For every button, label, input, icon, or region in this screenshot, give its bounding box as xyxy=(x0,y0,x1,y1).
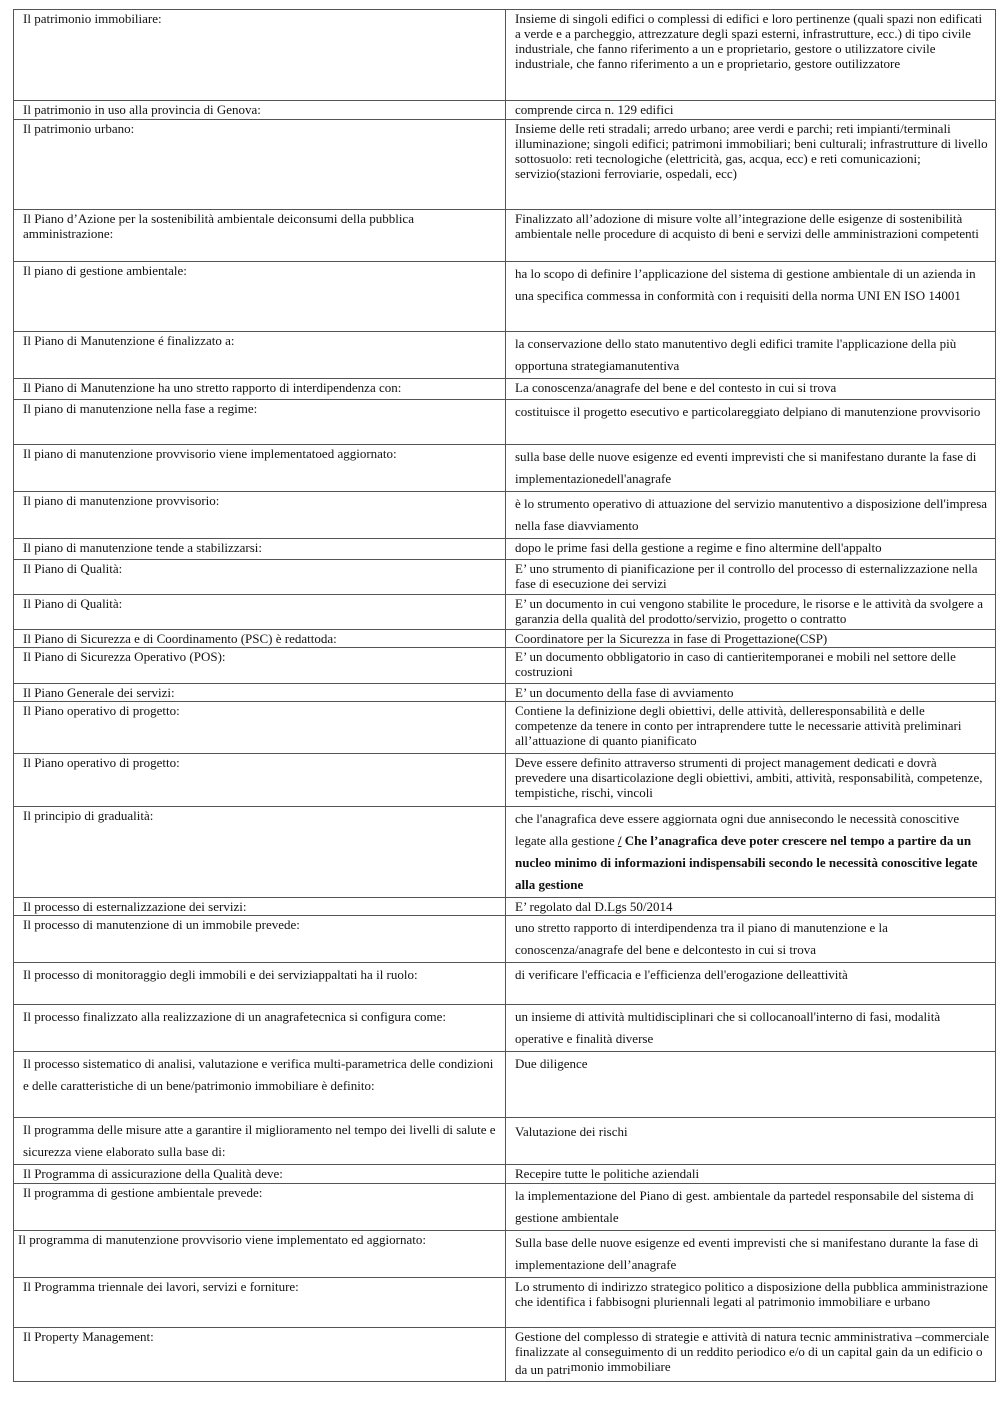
definition-text: che l'anagrafica deve essere aggiornata ogni due annisecondo le necessità conoscitive legate alla gestione xyxy=(515,811,960,848)
term-cell: Il Piano Generale dei servizi: xyxy=(14,684,506,702)
table-row xyxy=(14,754,996,807)
term-cell: Il processo sistematico di analisi, valutazione e verifica multi-parametrica delle condizioni e delle caratteristiche di un bene/patrimonio immobiliare è definito: xyxy=(14,1052,506,1118)
definition-cell: Deve essere definito attraverso strumenti di project management dedicati e dovrà prevedere una disarticolazione degli obiettivi, ambiti, attività, responsabilità, competenze, tempistiche, rischi, vincoli xyxy=(506,754,996,807)
definition-cell: la implementazione del Piano di gest. ambientale da partedel responsabile del sistema di gestione ambientale xyxy=(506,1184,996,1231)
term-cell: Il programma delle misure atte a garantire il miglioramento nel tempo dei livelli di salute e sicurezza viene elaborato sulla base di: xyxy=(14,1118,506,1165)
table-row xyxy=(14,210,996,262)
table-row xyxy=(14,702,996,754)
term-cell: Il piano di manutenzione nella fase a regime: xyxy=(14,400,506,445)
definition-cell: dopo le prime fasi della gestione a regime e fino altermine dell'appalto xyxy=(506,539,996,560)
table-row xyxy=(14,916,996,963)
term-cell: Il processo finalizzato alla realizzazione di un anagrafetecnica si configura come: xyxy=(14,1005,506,1052)
definition-cell: costituisce il progetto esecutivo e particolareggiato delpiano di manutenzione provvisorio xyxy=(506,400,996,445)
table-row xyxy=(14,1231,996,1278)
definition-cell: un insieme di attività multidisciplinari che si collocanoall'interno di fasi, modalità operative e finalità diverse xyxy=(506,1005,996,1052)
table-row xyxy=(14,648,996,684)
term-cell: Il patrimonio urbano: xyxy=(14,120,506,210)
table-row xyxy=(14,963,996,1005)
term-cell: Il processo di manutenzione di un immobile prevede: xyxy=(14,916,506,963)
table-row xyxy=(14,120,996,210)
term-cell: Il Piano di Manutenzione ha uno stretto rapporto di interdipendenza con: xyxy=(14,379,506,400)
definition-cell: Lo strumento di indirizzo strategico politico a disposizione della pubblica amministrazione che identifica i fabbisogni pluriennali legati al patrimonio immobiliare e urbano xyxy=(506,1278,996,1328)
term-cell: Il programma di gestione ambientale prevede: xyxy=(14,1184,506,1231)
definition-cell: Coordinatore per la Sicurezza in fase di Progettazione(CSP) xyxy=(506,630,996,648)
table-row xyxy=(14,1052,996,1118)
table-row xyxy=(14,1278,996,1328)
term-cell: Il piano di gestione ambientale: xyxy=(14,262,506,332)
definition-cell: Recepire tutte le politiche aziendali xyxy=(506,1165,996,1184)
term-cell: Il processo di esternalizzazione dei servizi: xyxy=(14,898,506,916)
definition-bold-text: Che l’anagrafica deve poter crescere nel tempo a partire da un nucleo minimo di informazioni indispensabili secondo le necessità conoscitive legate alla gestione xyxy=(515,833,978,892)
term-cell: Il principio di gradualità: xyxy=(14,807,506,898)
definition-cell: ha lo scopo di definire l’applicazione del sistema di gestione ambientale di un azienda in una specifica commessa in conformità con i requisiti della norma UNI EN ISO 14001 xyxy=(506,262,996,332)
table-row xyxy=(14,807,996,898)
term-cell: Il Property Management: xyxy=(14,1328,506,1382)
definition-cell: è lo strumento operativo di attuazione del servizio manutentivo a disposizione dell'impresa nella fase diavviamento xyxy=(506,492,996,539)
definition-cell: E’ un documento in cui vengono stabilite le procedure, le risorse e le attività da svolgere a garanzia della qualità del prodotto/servizio, progetto o contratto xyxy=(506,595,996,630)
definition-cell: sulla base delle nuove esigenze ed eventi imprevisti che si manifestano durante la fase di implementazionedell'anagrafe xyxy=(506,445,996,492)
definition-cell: Valutazione dei rischi xyxy=(506,1118,996,1165)
term-cell: Il Piano di Qualità: xyxy=(14,595,506,630)
term-cell: Il patrimonio immobiliare: xyxy=(14,10,506,101)
definition-cell: Finalizzato all’adozione di misure volte all’integrazione delle esigenze di sostenibilità ambientale nelle procedure di acquisto di beni e servizi delle amministrazioni competenti xyxy=(506,210,996,262)
term-cell: Il patrimonio in uso alla provincia di Genova: xyxy=(14,101,506,120)
term-cell: Il programma di manutenzione provvisorio viene implementato ed aggiornato: xyxy=(14,1231,506,1278)
term-cell: Il Piano di Sicurezza e di Coordinamento (PSC) è redattoda: xyxy=(14,630,506,648)
term-cell: Il Piano operativo di progetto: xyxy=(14,702,506,754)
definition-cell: la conservazione dello stato manutentivo degli edifici tramite l'applicazione della più opportuna strategiamanutentiva xyxy=(506,332,996,379)
term-cell: Il piano di manutenzione provvisorio: xyxy=(14,492,506,539)
definition-cell: E’ un documento obbligatorio in caso di cantieritemporanei e mobili nel settore delle costruzioni xyxy=(506,648,996,684)
definition-cell: E’ un documento della fase di avviamento xyxy=(506,684,996,702)
definition-tail-text: monio immobiliare xyxy=(570,1359,671,1374)
glossary-table xyxy=(13,9,996,1382)
table-row xyxy=(14,445,996,492)
table-row xyxy=(14,539,996,560)
definition-cell: uno stretto rapporto di interdipendenza tra il piano di manutenzione e la conoscenza/anagrafe del bene e delcontesto in cui si trova xyxy=(506,916,996,963)
table-row xyxy=(14,492,996,539)
definition-cell: Sulla base delle nuove esigenze ed eventi imprevisti che si manifestano durante la fase di implementazione dell’anagrafe xyxy=(506,1231,996,1278)
table-row xyxy=(14,1328,996,1382)
term-cell: Il Piano operativo di progetto: xyxy=(14,754,506,807)
definition-cell: E’ regolato dal D.Lgs 50/2014 xyxy=(506,898,996,916)
term-cell: Il processo di monitoraggio degli immobili e dei serviziappaltati ha il ruolo: xyxy=(14,963,506,1005)
definition-separator: / xyxy=(617,833,622,848)
table-row xyxy=(14,400,996,445)
definition-cell xyxy=(506,807,996,898)
table-row xyxy=(14,379,996,400)
table-row xyxy=(14,10,996,101)
term-cell: Il Piano di Manutenzione é finalizzato a: xyxy=(14,332,506,379)
table-row xyxy=(14,1184,996,1231)
table-row xyxy=(14,262,996,332)
table-row xyxy=(14,101,996,120)
definition-cell xyxy=(506,1328,996,1382)
table-row xyxy=(14,684,996,702)
definition-cell: E’ uno strumento di pianificazione per il controllo del processo di esternalizzazione nella fase di esecuzione dei servizi xyxy=(506,560,996,595)
definition-cell: Insieme delle reti stradali; arredo urbano; aree verdi e parchi; reti impianti/terminali illuminazione; singoli edifici; patrimoni immobiliari; beni culturali; infrastrutture di livello sottosuolo: reti tecnologiche (elettricità, gas, acqua, ecc) e reti comunicazioni; servizio(stazioni ferroviarie, ospedali, ecc) xyxy=(506,120,996,210)
term-cell: Il Piano d’Azione per la sostenibilità ambientale deiconsumi della pubblica amministrazione: xyxy=(14,210,506,262)
definition-cell: Insieme di singoli edifici o complessi di edifici e loro pertinenze (quali spazi non edificati a verde e a parcheggio, attrezzature degli spazi esterni, infrastrutture, ecc.) di tipo civile industriale, che fanno riferimento a un e proprietario, gestore o utilizzatore civile industriale, che fanno riferimento a un e proprietario, gestore outilizzatore xyxy=(506,10,996,101)
term-cell: Il piano di manutenzione tende a stabilizzarsi: xyxy=(14,539,506,560)
definition-cell: di verificare l'efficacia e l'efficienza dell'erogazione delleattività xyxy=(506,963,996,1005)
definition-cell: Contiene la definizione degli obiettivi, delle attività, delleresponsabilità e delle competenze da tenere in conto per intraprendere tutte le necessarie attività preliminari all’attuazione di quanto pianificato xyxy=(506,702,996,754)
term-cell: Il Piano di Sicurezza Operativo (POS): xyxy=(14,648,506,684)
definition-text: Gestione del complesso di strategie e attività di natura tecnic amministrativa –commerciale finalizzate al conseguimento di un reddito periodico e/o di un capital gain da un edificio o da un patri xyxy=(515,1329,989,1377)
term-cell: Il Programma di assicurazione della Qualità deve: xyxy=(14,1165,506,1184)
table-row xyxy=(14,560,996,595)
table-row xyxy=(14,1005,996,1052)
table-row xyxy=(14,1165,996,1184)
term-cell: Il Piano di Qualità: xyxy=(14,560,506,595)
table-row xyxy=(14,595,996,630)
term-cell: Il Programma triennale dei lavori, servizi e forniture: xyxy=(14,1278,506,1328)
definition-cell: La conoscenza/anagrafe del bene e del contesto in cui si trova xyxy=(506,379,996,400)
table-row xyxy=(14,1118,996,1165)
definition-cell: comprende circa n. 129 edifici xyxy=(506,101,996,120)
table-row xyxy=(14,630,996,648)
term-cell: Il piano di manutenzione provvisorio viene implementatoed aggiornato: xyxy=(14,445,506,492)
table-row xyxy=(14,898,996,916)
table-row xyxy=(14,332,996,379)
definition-cell: Due diligence xyxy=(506,1052,996,1118)
